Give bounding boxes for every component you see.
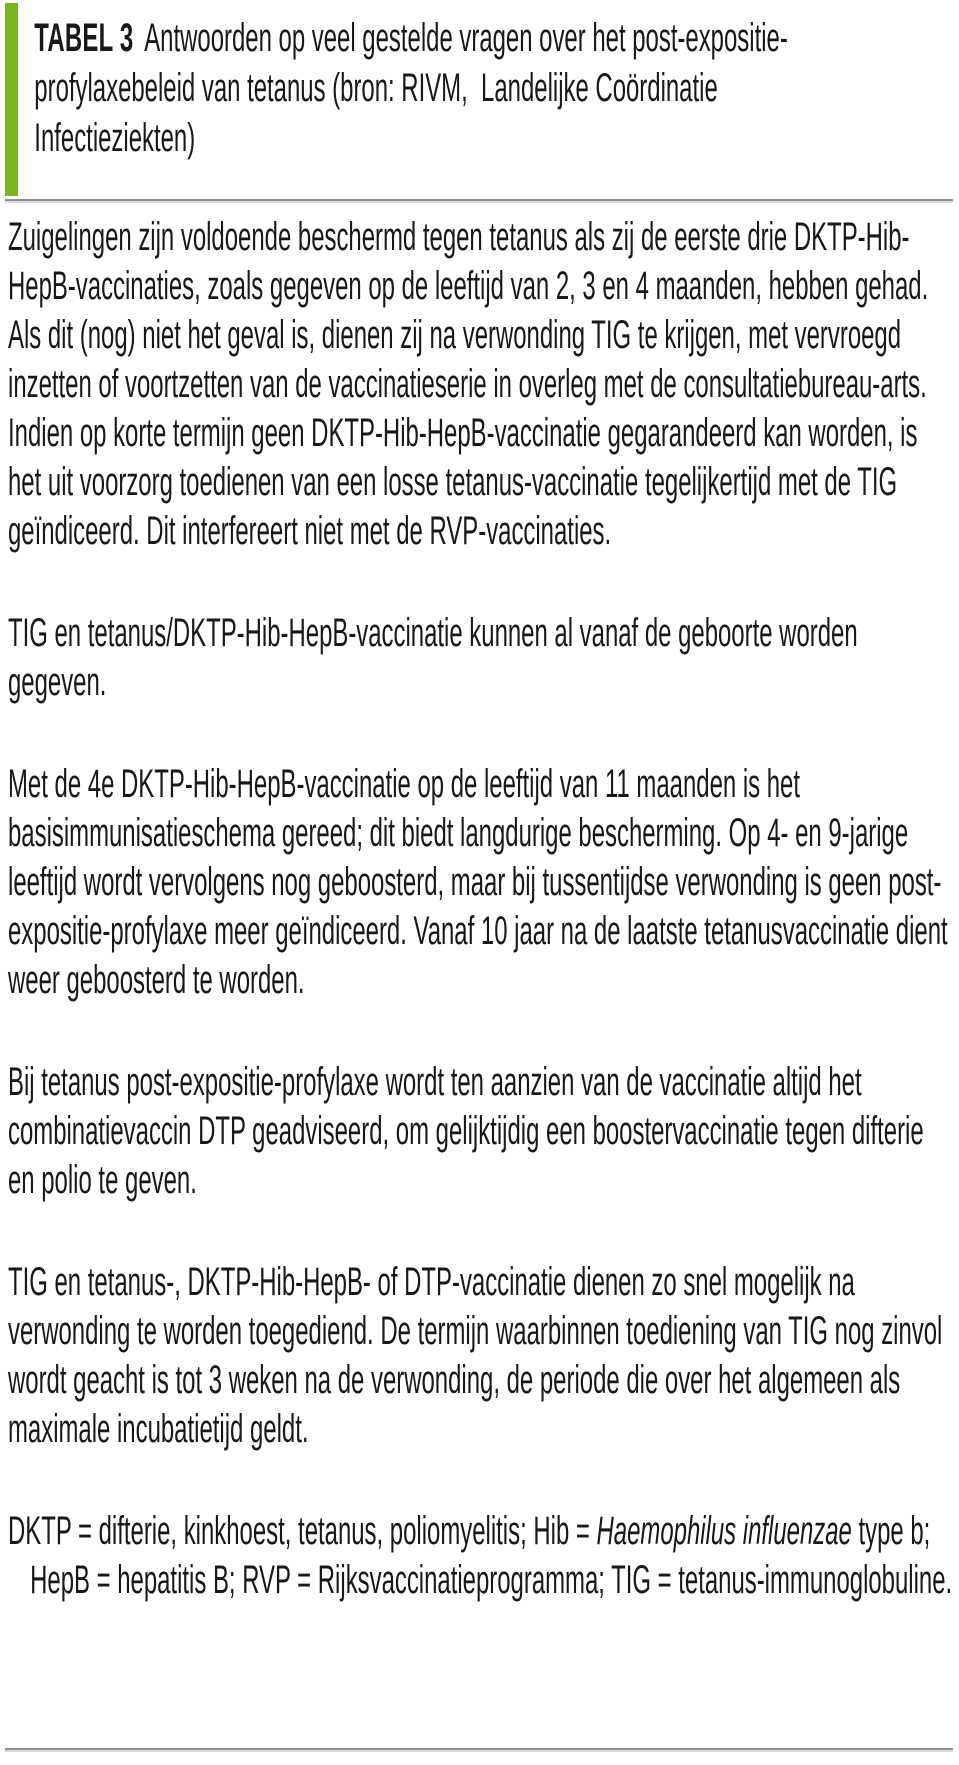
paragraph-timing: TIG en tetanus-, DKTP-Hib-HepB- of DTP-vaccinatie dienen zo snel mogelijk na verwonding te worden toegediend. De termijn waarbinnen toediening van TIG nog zinvol wordt geacht is tot 3 weken na de verwonding, de periode die over het algemeen als maximale incubatietijd geldt.	[8, 1260, 943, 1451]
paragraph-dtp-advice: Bij tetanus post-expositie-profylaxe wordt ten aanzien van de vaccinatie altijd het combinatievaccin DTP geadviseerd, om gelijktijdig een boostervaccinatie tegen difterie en polio te geven.	[8, 1060, 924, 1202]
table-number-label: TABEL 3	[34, 16, 134, 60]
paragraph-basic-immunisation: Met de 4e DKTP-Hib-HepB-vaccinatie op de leeftijd van 11 maanden is het basisimmunisatieschema gereed; dit biedt langdurige bescherming. Op 4- en 9-jarige leeftijd wordt vervolgens nog geboosterd, maar bij tussentijdse verwonding is geen post-expositie-profylaxe meer geïndiceerd. Vanaf 10 jaar na de laatste tetanusvaccinatie dient weer geboosterd te worden.	[8, 762, 948, 1002]
paragraph-from-birth: TIG en tetanus/DKTP-Hib-HepB-vaccinatie kunnen al vanaf de geboorte worden gegeven.	[8, 611, 858, 704]
paragraph-infant-protection: Zuigelingen zijn voldoende beschermd tegen tetanus als zij de eerste drie DKTP-Hib-HepB-vaccinaties, zoals gegeven op de leeftijd van 2, 3 en 4 maanden, hebben gehad. Als dit (nog) niet het geval is, dienen zij na verwonding TIG te krijgen, met vervroegd inzetten of voortzetten van de vaccinatieserie in overleg met de consultatiebureau-arts. Indien op korte termijn geen DKTP-Hib-HepB-vaccinatie gegarandeerd kan worden, is het uit voorzorg toedienen van een losse tetanus-vaccinatie tegelijkertijd met de TIG geïndiceerd. Dit interfereert niet met de RVP-vaccinaties.	[8, 215, 929, 553]
table-caption	[34, 13, 817, 163]
table-body	[8, 213, 953, 1605]
abbreviations-footnote: DKTP = difterie, kinkhoest, tetanus, poliomyelitis; Hib = Haemophilus influenzae type b; HepB = hepatitis B; RVP = Rijksvaccinatieprogramma; TIG = tetanus-immunoglobuline.	[8, 1509, 953, 1602]
table-content	[8, 0, 953, 1658]
table-title: Antwoorden op veel gestelde vragen over het post-expositie-profylaxebeleid van tetanus (bron: RIVM, Landelijke Coördinatie Infectieziekten)	[34, 16, 788, 160]
bottom-rule	[5, 1748, 953, 1752]
